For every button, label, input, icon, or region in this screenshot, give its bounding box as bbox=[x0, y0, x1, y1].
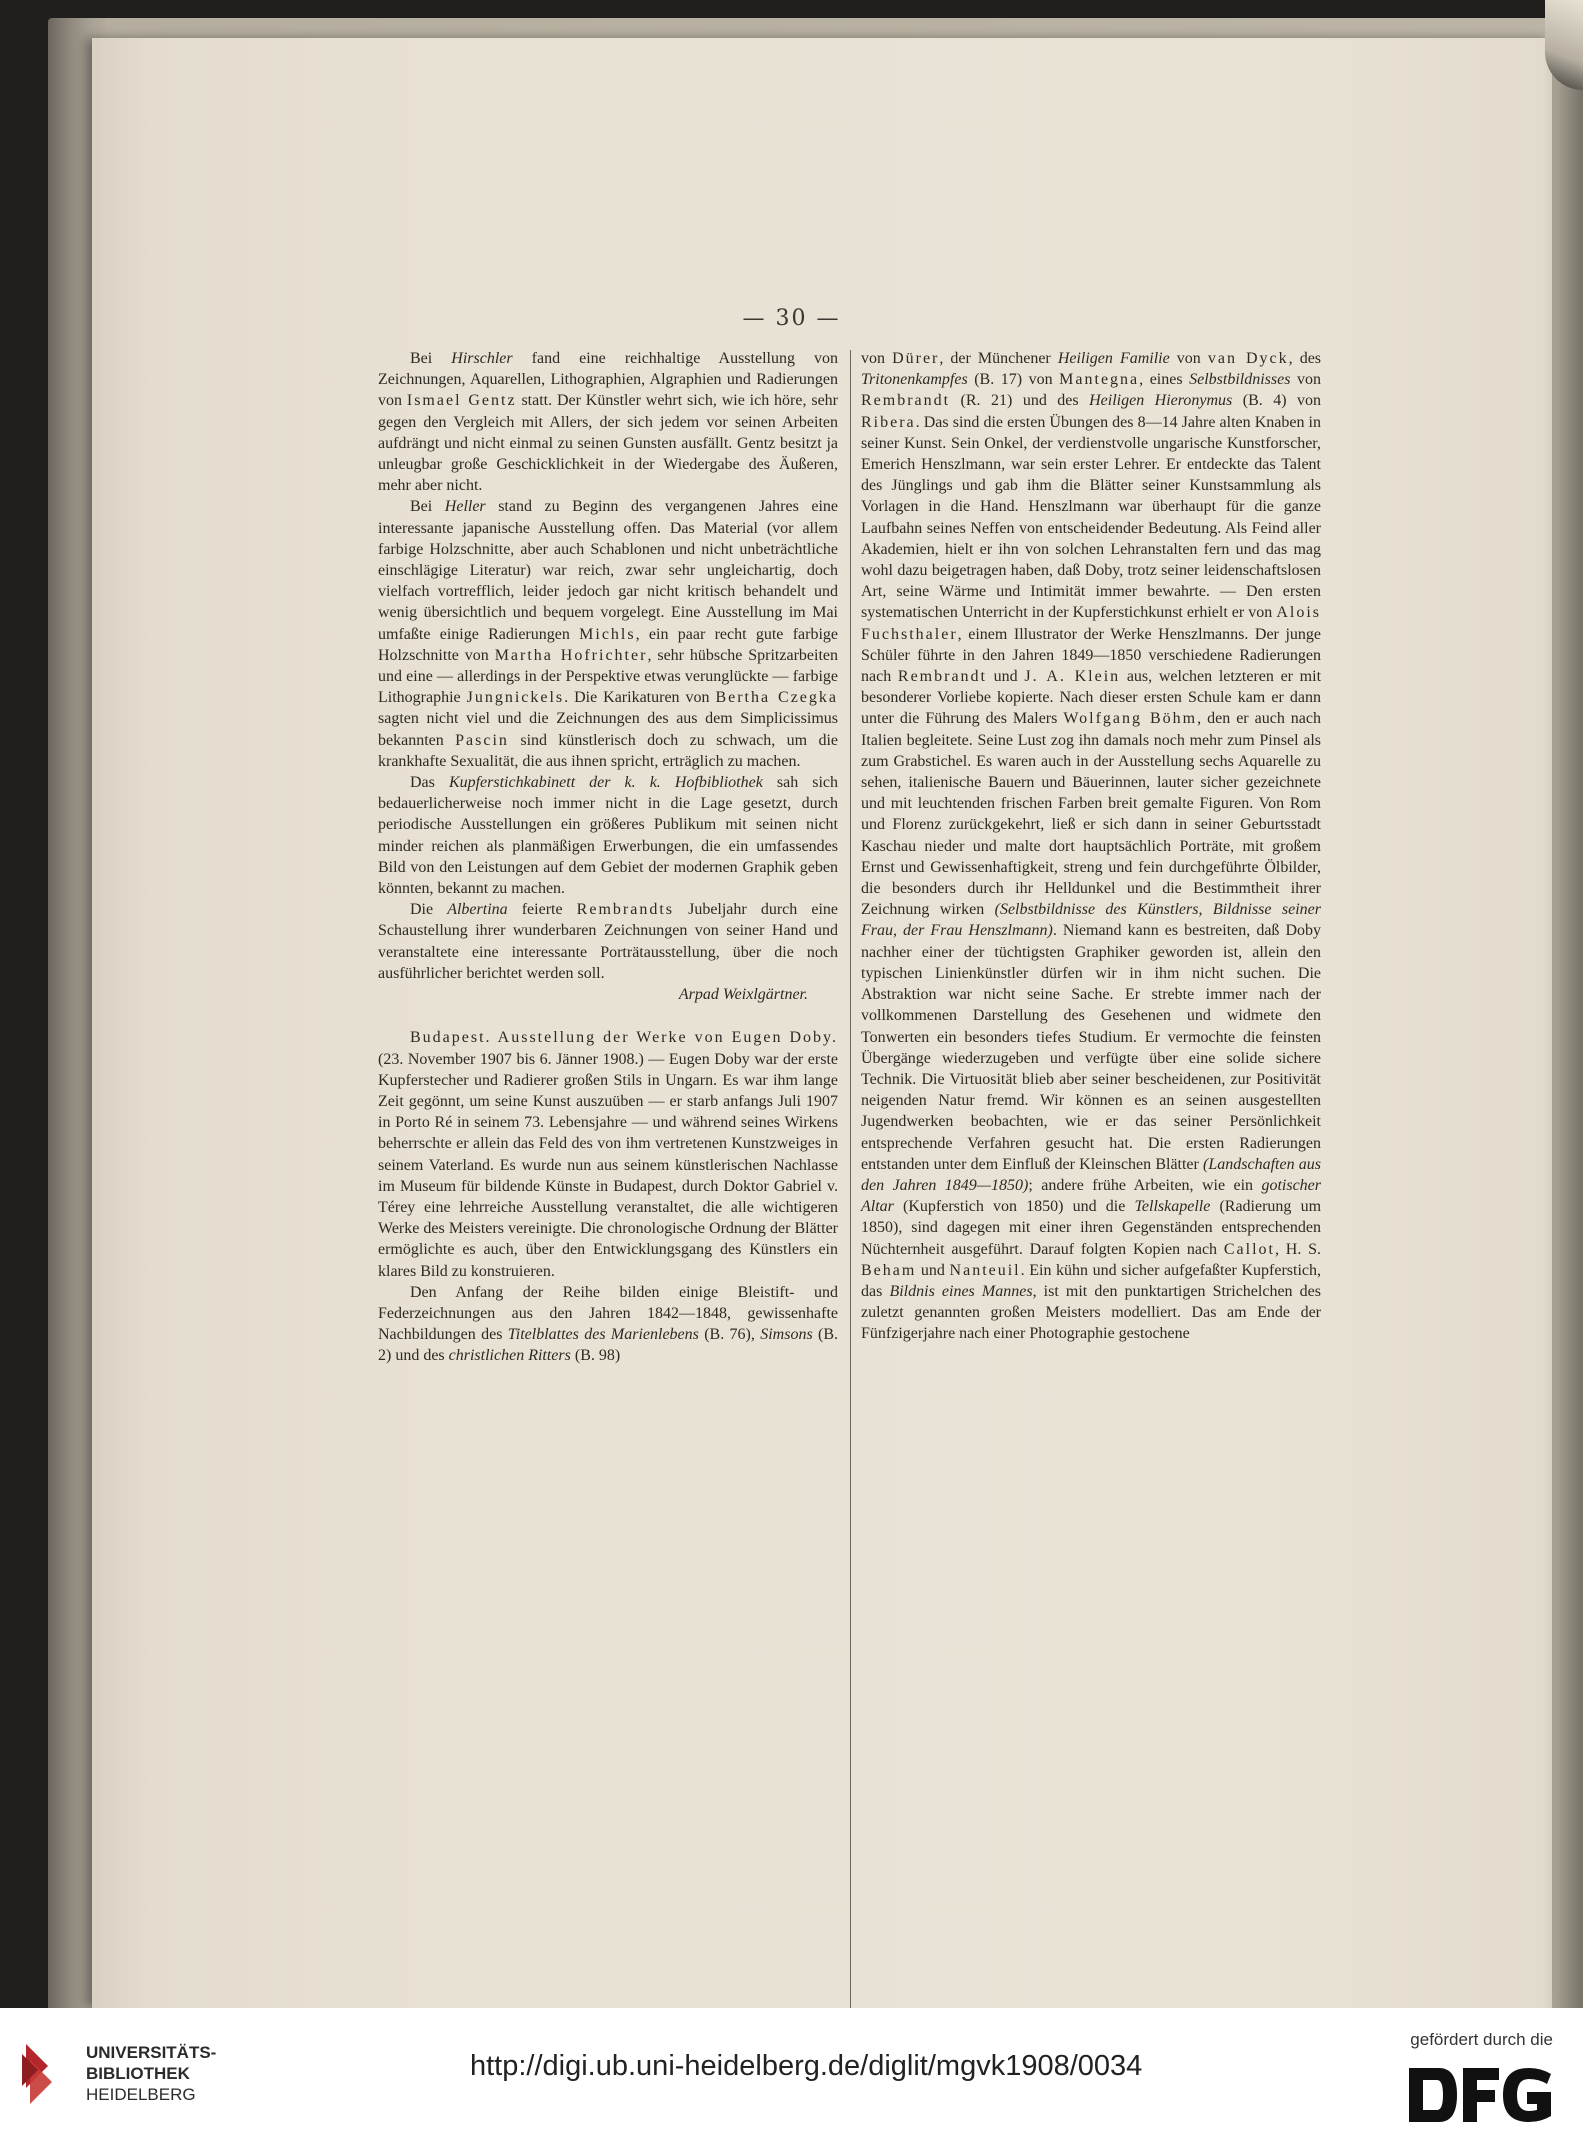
paragraph: von Dürer, der Münchener Heiligen Familie von van Dyck, des Tritonenkampfes (B. 17) von Mantegna, eines Selbstbildnisses von Rembrandt (R. 21) und des Heiligen Hieronymus (B. 4) von Ribera. Das sind die ersten Übungen des 8—14 Jahre alten Knaben in seiner Kunst. Sein Onkel, der verdienstvolle ungarische Kunstforscher, Emerich Henszlmann, war sein erster Lehrer. Er entdeckte das Talent des Jünglings und gab ihm die Blätter seiner Kunstsammlung als Vorlagen in die Hand. Henszlmann war überhaupt für die ganze Laufbahn seines Neffen von entscheidender Bedeutung. Als Feind aller Akademien, hielt er ihn von solchen Lehranstalten fern und das mag wohl dazu beigetragen haben, daß Doby, trotz seiner leidenschaftslosen Art, seine Wärme und Intimität immer bewahrte. — Den ersten systematischen Unterricht in der Kupferstichkunst erhielt er von Alois Fuchsthaler, einem Illustrator der Werke Henszlmanns. Der junge Schüler führte in den Jahren 1849—1850 verschiedene Radierungen nach Rembrandt und J. A. Klein aus, welchen letzteren er mit besonderer Vorliebe kopierte. Nach dieser ersten Schule kam er dann unter die Führung des Malers Wolfgang Böhm, den er auch nach Italien begleitete. Seine Lust zog ihn damals noch mehr zum Pinsel als zum Grabstichel. Es waren auch in der Ausstellung sechs Aquarelle zu sehen, italienische Bauern und Bäuerinnen, lauter sicher gezeichnete und mit leuchtenden frischen Farben breit gemalte Figuren. Von Rom und Florenz zurückgekehrt, ließ er sich dann in seiner Geburtsstadt Kaschau nieder und malte dort hauptsächlich Porträte, mit großem Ernst und Gewissenhaftigkeit, streng und fein durchgeführte Ölbilder, die besonders durch ihr Helldunkel und die Bestimmtheit ihrer Zeichnung wirken (Selbstbildnisse des Künstlers, Bildnisse seiner Frau, der Frau Henszlmann). Niemand kann es bestreiten, daß Doby nachher einer der tüchtigsten Graphiker geworden ist, allein den typischen Linienkünstler dürfen wir in ihm nicht suchen. Die Abstraktion war nicht seine Sache. Er strebte immer nach der vollkommenen Darstellung des Gesehenen und widmete den Tonwerten ein besonders tiefes Studium. Er vermochte die feinsten Übergänge wiederzugeben und verfügte über eine solide sichere Technik. Die Virtuosität blieb aber seiner bescheidenen, zur Positivität neigenden Natur fremd. Wir können es an seinen ausgestellten Jugendwerken beobachten, wie er das seiner Persönlichkeit entsprechende Verfahren gesucht hat. Die ersten Radierungen entstanden unter dem Einfluß der Kleinschen Blätter (Landschaften aus den Jahren 1849—1850); andere frühe Arbeiten, wie ein gotischer Altar (Kupferstich von 1850) und die Tellskapelle (Radierung um 1850), sind dagegen mit einer ihren Gegenständen entsprechenden Nüchternheit ausgeführt. Darauf folgten Kopien nach Callot, H. S. Beham und Nanteuil. Ein kühn und sicher aufgefaßter Kupferstich, das Bildnis eines Mannes, ist mit den punktartigen Strichelchen des zuletzt genannten großen Meisters modelliert. Das am Ende der Fünfzigerjahre nach einer Photographie gestochene bbox=[861, 350, 1322, 1343]
paragraph: Das Kupferstichkabinett der k. k. Hofbibliothek sah sich bedauerlicherweise noch immer nicht in die Lage gesetzt, durch periodische Ausstellungen ein größeres Publikum mit seinen nicht minder reichen als planmäßigen Erwerbungen, die ein umfassendes Bild von den Leistungen auf dem Gebiet der modernen Graphik geben könnten, bekannt zu machen. bbox=[378, 774, 839, 898]
library-name-line2: BIBLIOTHEK bbox=[86, 2064, 190, 2083]
paragraph: Die Albertina feierte Rembrandts Jubeljahr durch eine Schaustellung ihrer wunderbaren Zeichnungen von seiner Hand und veranstaltete eine interessante Porträtausstellung, über die noch ausführlicher berichtet werden soll. bbox=[378, 901, 838, 982]
text-column-left bbox=[378, 348, 838, 1367]
text-column-right bbox=[861, 348, 1321, 1345]
section-heading-paragraph: Budapest. Ausstellung der Werke von Eugen Doby. (23. November 1907 bis 6. Jänner 1908.) — Eugen Doby war der erste Kupferstecher und Radierer großen Stils in Ungarn. Es war ihm lange Zeit gegönnt, um seine Kunst auszuüben — er starb anfangs Juli 1907 in Porto Ré in seinem 73. Lebensjahre — und während seines Wirkens beherrschte er allein das Feld des von ihm vertretenen Kunstzweiges in seinem Vaterland. Es wurde nun aus seinem künstlerischen Nachlasse im Museum für bildende Künste in Budapest, durch Doktor Gabriel v. Térey eine lehrreiche Ausstellung veranstaltet, die alle wichtigeren Werke des Meisters vereinigte. Die chronologische Ordnung der Blätter ermöglichte es auch, über den Entwicklungsgang des Künstlers ein klares Bild zu konstruieren. bbox=[378, 1029, 838, 1280]
author-signature: Arpad Weixlgärtner. bbox=[678, 986, 808, 1004]
footer-bar bbox=[0, 2008, 1583, 2147]
library-name-line1: UNIVERSITÄTS- bbox=[86, 2043, 217, 2062]
library-name-line3: HEIDELBERG bbox=[86, 2085, 196, 2104]
paragraph: Bei Hirschler fand eine reichhaltige Ausstellung von Zeichnungen, Aquarellen, Lithographien, Algraphien und Radierungen von Ismael Gentz statt. Der Künstler wehrt sich, wie ich höre, sehr gegen den Vergleich mit Allers, der sich jedem vor seinen Arbeiten aufdrängt und nicht einmal zu seinen Gunsten ausfällt. Gentz besitzt ja unleugbar große Geschicklichkeit in der Wiedergabe des Äußeren, mehr aber nicht. bbox=[378, 350, 839, 495]
permalink-url[interactable]: http://digi.ub.uni-heidelberg.de/diglit/mgvk1908/0034 bbox=[470, 2050, 1143, 2082]
paragraph: Bei Heller stand zu Beginn des vergangenen Jahres eine interessante japanische Ausstellung offen. Das Material (vor allem farbige Holzschnitte, aber auch Schablonen und nicht unbeträchtliche einschlägige Literatur) war reich, zwar sehr ungleichartig, doch vielfach vortrefflich, leider jedoch gar nicht kritisch behandelt und wenig übersichtlich und bequem vorgelegt. Eine Ausstellung im Mai umfaßte einige Radierungen Michls, ein paar recht gute farbige Holzschnitte von Martha Hofrichter, sehr hübsche Spritzarbeiten und eine — allerdings in der Perspektive etwas verunglückte — farbige Lithographie Jungnickels. Die Karikaturen von Bertha Czegka sagten nicht viel und die Zeichnungen des aus dem Simplicissimus bekannten Pascin sind künstlerisch doch zu schwach, um die krankhafte Sexualität, die aus ihnen spricht, erträglich zu machen. bbox=[378, 498, 839, 770]
paragraph: Den Anfang der Reihe bilden einige Bleistift- und Federzeichnungen aus den Jahren 1842—1848, gewissenhafte Nachbildungen des Titelblattes des Marienlebens (B. 76), Simsons (B. 2) und des christlichen Ritters (B. 98) bbox=[378, 1283, 839, 1365]
page-shadow bbox=[1543, 38, 1583, 2008]
column-divider bbox=[850, 350, 851, 2008]
university-library-logo-icon bbox=[20, 2036, 68, 2114]
page-number: — 30 — bbox=[742, 306, 841, 331]
dfg-logo-icon bbox=[1405, 2064, 1555, 2126]
library-name bbox=[86, 2042, 216, 2105]
sponsor-label: gefördert durch die bbox=[1410, 2030, 1553, 2049]
